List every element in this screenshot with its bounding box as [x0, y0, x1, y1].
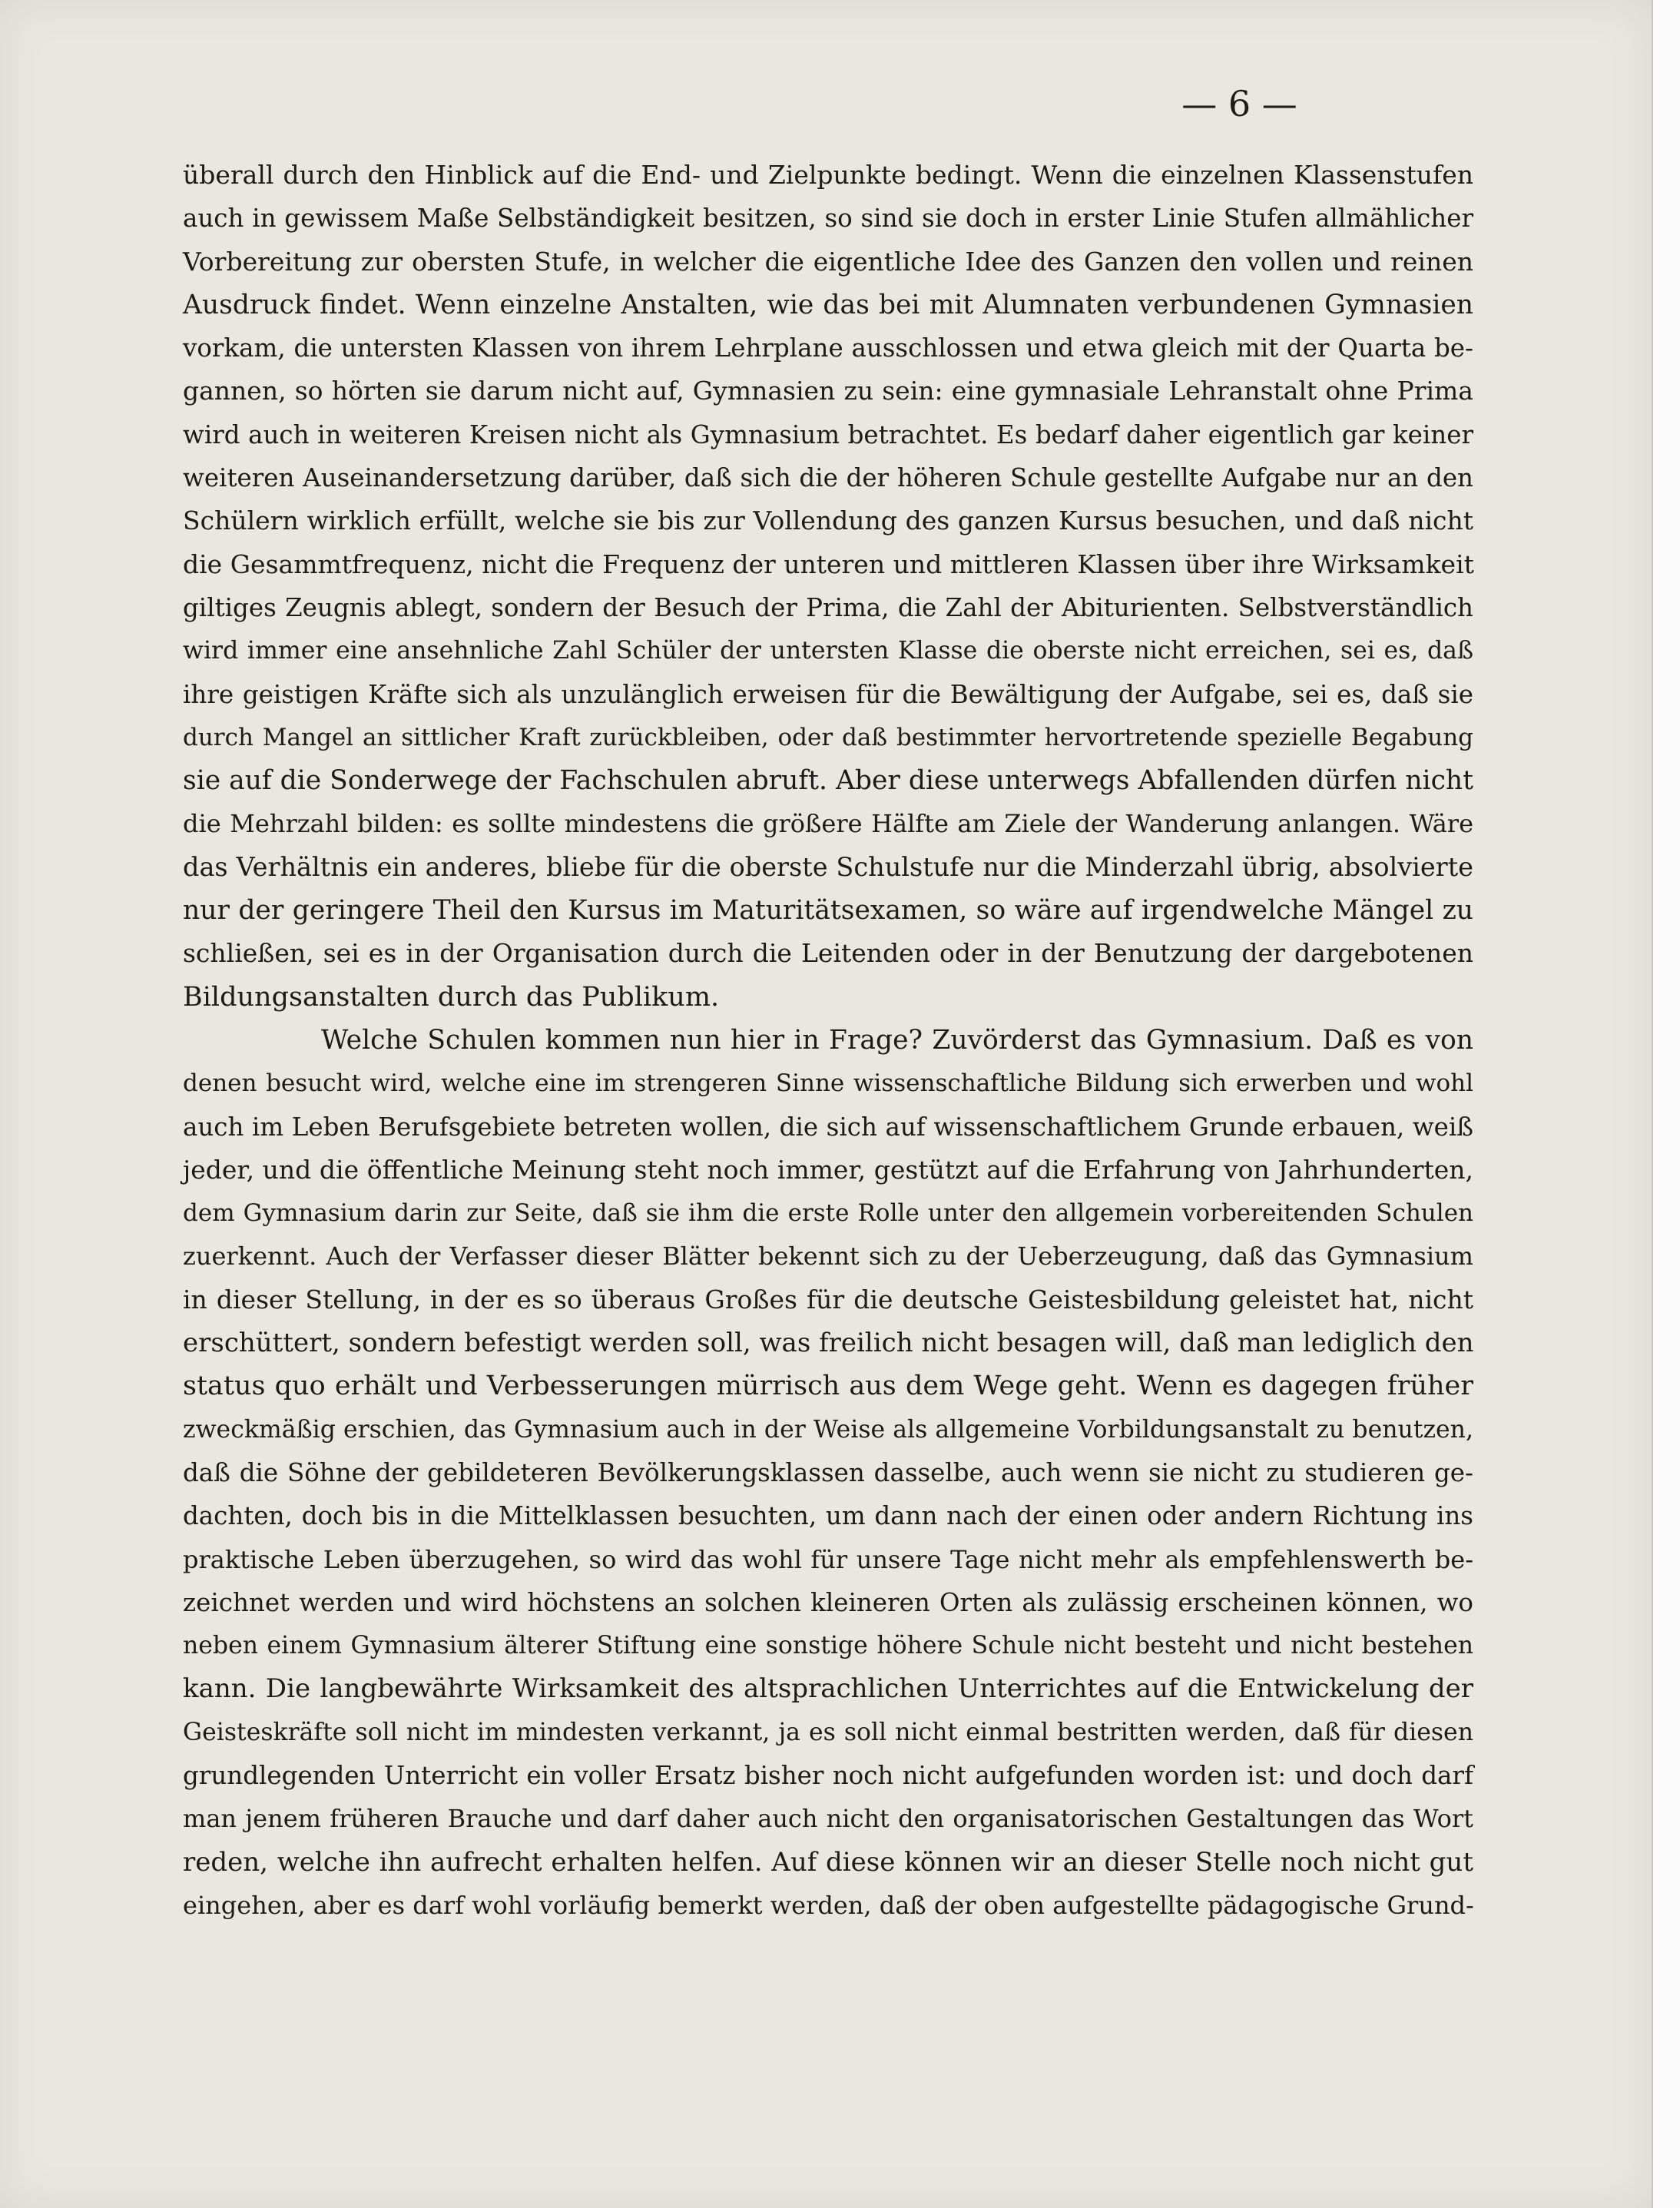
text-line: reden, welche ihn aufrecht erhalten helfen. Auf diese können wir an dieser Stelle noch nicht gut [183, 1846, 1473, 1878]
text-line: überall durch den Hinblick auf die End- und Zielpunkte bedingt. Wenn die einzelnen Klassenstufen [183, 160, 1473, 190]
text-line: zweckmäßig erschien, das Gymnasium auch in der Weise als allgemeine Vorbildungsanstalt zu benutzen, [183, 1415, 1473, 1444]
text-line: Vorbereitung zur obersten Stufe, in welcher die eigentliche Idee des Ganzen den vollen und reinen [183, 246, 1473, 277]
text-line: sie auf die Sonderwege der Fachschulen abruft. Aber diese unterwegs Abfallenden dürfen nicht [183, 765, 1473, 797]
text-line: die Mehrzahl bilden: es sollte mindestens die größere Hälfte am Ziele der Wanderung anlangen. Wäre [183, 809, 1473, 839]
text-line: das Verhältnis ein anderes, bliebe für die oberste Schulstufe nur die Minderzahl übrig, absolvierte [183, 851, 1473, 882]
text-line: ihre geistigen Kräfte sich als unzulänglich erweisen für die Bewältigung der Aufgabe, sei es, daß sie [183, 679, 1473, 709]
text-line: eingehen, aber es darf wohl vorläufig bemerkt werden, daß der oben aufgestellte pädagogische Grund- [183, 1890, 1474, 1920]
text-line: kann. Die langbewährte Wirksamkeit des altsprachlichen Unterrichtes auf die Entwickelung der [183, 1673, 1473, 1705]
text-line: nur der geringere Theil den Kursus im Maturitätsexamen, so wäre auf irgendwelche Mängel zu [183, 895, 1473, 927]
text-line: praktische Leben überzugehen, so wird das wohl für unsere Tage nicht mehr als empfehlenswerth be- [183, 1544, 1473, 1574]
text-line: durch Mangel an sittlicher Kraft zurückbleiben, oder daß bestimmter hervortretende spezielle Begabung [183, 723, 1473, 751]
text-line: dachten, doch bis in die Mittelklassen besuchten, um dann nach der einen oder andern Richtung ins [183, 1501, 1473, 1531]
text-line: in dieser Stellung, in der es so überaus Großes für die deutsche Geistesbildung geleistet hat, nicht [183, 1284, 1473, 1315]
text-line: schließen, sei es in der Organisation durch die Leitenden oder in der Benutzung der dargebotenen [183, 938, 1473, 969]
page-number: — 6 — [1181, 83, 1297, 124]
text-line: weiteren Auseinandersetzung darüber, daß sich die der höheren Schule gestellte Aufgabe nur an den [183, 463, 1473, 493]
text-line: vorkam, die untersten Klassen von ihrem Lehrplane ausschlossen und etwa gleich mit der Quarta be- [183, 333, 1473, 363]
text-line: giltiges Zeugnis ablegt, sondern der Besuch der Prima, die Zahl der Abiturienten. Selbstverständlich [183, 592, 1473, 622]
text-line: wird immer eine ansehnliche Zahl Schüler der untersten Klasse die oberste nicht erreichen, sei es, daß [183, 637, 1473, 665]
text-line: erschüttert, sondern befestigt werden soll, was freilich nicht besagen will, daß man lediglich den [183, 1328, 1474, 1359]
text-line: auch im Leben Berufsgebiete betreten wollen, die sich auf wissenschaftlichem Grunde erbauen, weiß [183, 1112, 1473, 1142]
text-line: zuerkennt. Auch der Verfasser dieser Blätter bekennt sich zu der Ueberzeugung, daß das Gymnasium [183, 1242, 1473, 1271]
paragraph-start-line: Welche Schulen kommen nun hier in Frage? Zuvörderst das Gymnasium. Daß es von [321, 1024, 1473, 1056]
text-line: jeder, und die öffentliche Meinung steht noch immer, gestützt auf die Erfahrung von Jahrhunderten, [183, 1154, 1473, 1185]
text-line: Schülern wirklich erfüllt, welche sie bis zur Vollendung des ganzen Kursus besuchen, und daß nicht [183, 506, 1473, 536]
text-line: die Gesammtfrequenz, nicht die Frequenz der unteren und mittleren Klassen über ihre Wirksamkeit [183, 549, 1474, 579]
text-line: gannen, so hörten sie darum nicht auf, Gymnasien zu sein: eine gymnasiale Lehranstalt ohne Prima [183, 376, 1473, 406]
text-line: dem Gymnasium darin zur Seite, daß sie ihm die erste Rolle unter den allgemein vorbereitenden Schulen [183, 1199, 1473, 1228]
text-line: daß die Söhne der gebildeteren Bevölkerungsklassen dasselbe, auch wenn sie nicht zu studieren ge- [183, 1457, 1473, 1487]
paragraph-end-line: Bildungsanstalten durch das Publikum. [183, 981, 720, 1013]
text-line: man jenem früheren Brauche und darf daher auch nicht den organisatorischen Gestaltungen das Wort [183, 1804, 1473, 1834]
text-line: grundlegenden Unterricht ein voller Ersatz bisher noch nicht aufgefunden worden ist: und doch darf [183, 1760, 1473, 1790]
text-line: auch in gewissem Maße Selbständigkeit besitzen, so sind sie doch in erster Linie Stufen allmählicher [183, 204, 1473, 234]
text-line: status quo erhält und Verbesserungen mürrisch aus dem Wege geht. Wenn es dagegen früher [183, 1371, 1473, 1402]
text-line: Geisteskräfte soll nicht im mindesten verkannt, ja es soll nicht einmal bestritten werden, daß für diesen [183, 1718, 1473, 1746]
text-line: Ausdruck findet. Wenn einzelne Anstalten, wie das bei mit Alumnaten verbundenen Gymnasien [183, 289, 1473, 320]
page-edge [1652, 0, 1680, 2208]
text-line: zeichnet werden und wird höchstens an solchen kleineren Orten als zulässig erscheinen können, wo [183, 1587, 1473, 1617]
body-text [183, 154, 1473, 1927]
text-line: denen besucht wird, welche eine im strengeren Sinne wissenschaftliche Bildung sich erwerben und wohl [183, 1069, 1473, 1098]
text-line: wird auch in weiteren Kreisen nicht als Gymnasium betrachtet. Es bedarf daher eigentlich gar keiner [183, 419, 1473, 449]
text-line: neben einem Gymnasium älterer Stiftung eine sonstige höhere Schule nicht besteht und nicht bestehen [183, 1632, 1473, 1660]
